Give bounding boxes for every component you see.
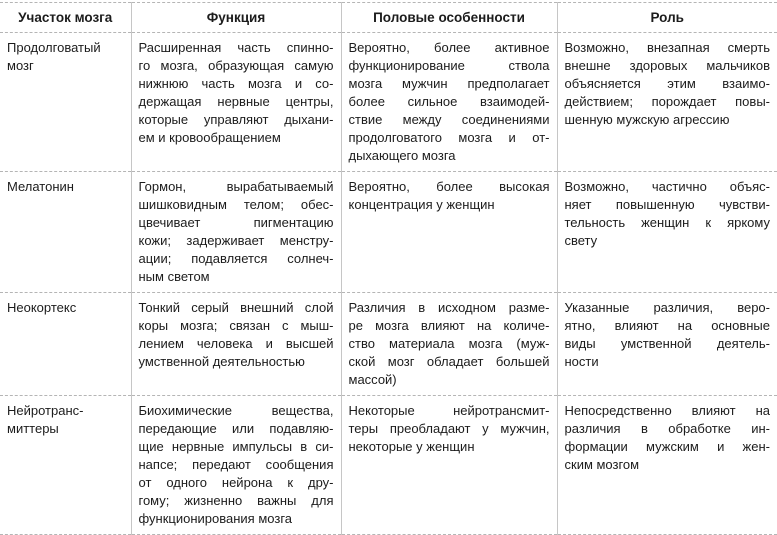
table-row-neurotransmitters xyxy=(0,396,777,535)
cell-role: Указанные различия, веро- ятно, влияют на основные виды умственной деятель- ности xyxy=(557,293,777,396)
column-header-region: Участок мозга xyxy=(18,10,113,25)
brain-regions-table xyxy=(0,2,777,535)
cell-region: Неокортекс xyxy=(7,300,77,315)
cell-region: Нейротранс- миттеры xyxy=(7,403,84,436)
table-row-medulla xyxy=(0,33,777,172)
column-header-function: Функция xyxy=(131,3,341,33)
cell-region: Продолговатый мозг xyxy=(7,40,101,73)
table-row-neocortex xyxy=(0,293,777,396)
header-row xyxy=(0,3,777,33)
column-header-sex-features: Половые особенности xyxy=(341,3,557,33)
cell-sex-features: Некоторые нейротрансмит- теры преобладают у мужчин, некоторые у женщин xyxy=(341,396,557,535)
cell-function: Гормон, вырабатываемый шишковидным телом; обес- цвечивает пигментацию кожи; задерживает менстру- ации; подавляется солнеч- ным светом xyxy=(131,172,341,293)
cell-role: Возможно, внезапная смерть внешне здоровых мальчиков объясняется этим взаимо- действием; порождает повы- шенную мужскую агрессию xyxy=(557,33,777,172)
cell-sex-features: Различия в исходном разме- ре мозга влияют на количе- ство материала мозга (муж- ской мозг обладает большей массой) xyxy=(341,293,557,396)
cell-sex-features: Вероятно, более высокая концентрация у женщин xyxy=(341,172,557,293)
cell-function: Расширенная часть спинно- го мозга, образующая самую нижнюю часть мозга и со- держащая нервные центры, которые управляют дыхани- ем и кровообращением xyxy=(131,33,341,172)
cell-function: Биохимические вещества, передающие или подавляю- щие нервные импульсы в си- напсе; передают сообщения от одного нейрона к дру- гому; жизненно важны для функционирования мозга xyxy=(131,396,341,535)
table-row-melatonin xyxy=(0,172,777,293)
cell-function: Тонкий серый внешний слой коры мозга; связан с мыш- лением человека и высшей умственной деятельностью xyxy=(131,293,341,396)
cell-role: Возможно, частично объяс- няет повышенную чувстви- тельность женщин к яркому свету xyxy=(557,172,777,293)
cell-region: Мелатонин xyxy=(7,179,74,194)
cell-role: Непосредственно влияют на различия в обработке ин- формации мужским и жен- ским мозгом xyxy=(557,396,777,535)
cell-sex-features: Вероятно, более активное функционирование ствола мозга мужчин предполагает более сильное взаимодей- ствие между соединениями продолговатого мозга и от- дыхающего мозга xyxy=(341,33,557,172)
column-header-role: Роль xyxy=(557,3,777,33)
